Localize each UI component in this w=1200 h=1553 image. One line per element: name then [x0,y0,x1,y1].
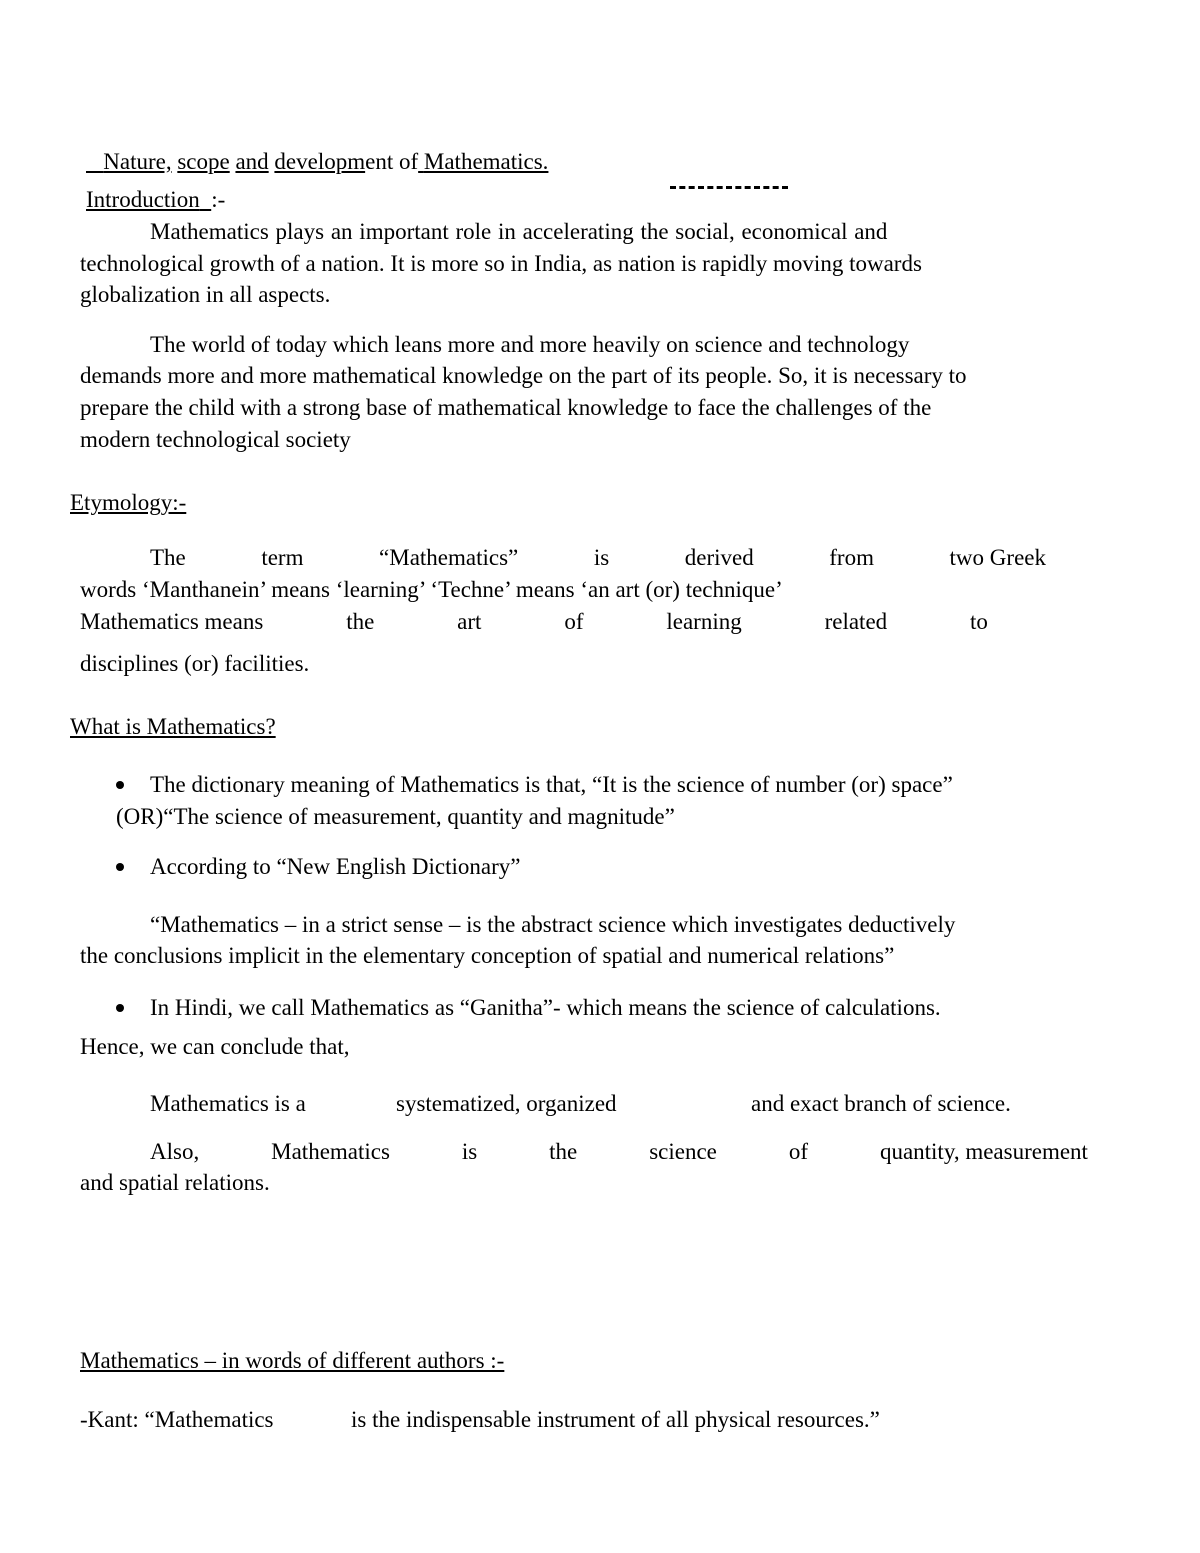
intro-p1-line3: globalization in all aspects. [80,282,331,307]
definition2-word: of [788,1139,808,1164]
quote-line1: “Mathematics – in a strict sense – is the abstract science which investigates deductively [150,912,956,937]
bullet1-line1: The dictionary meaning of Mathematics is that, “It is the science of number (or) space” [150,772,953,797]
dashed-rule [670,186,788,189]
definition2-word: the [549,1139,578,1164]
definition2-word: Mathematics [271,1139,390,1164]
title-word: scope [177,149,230,174]
etymology-heading: Etymology:- [70,490,187,515]
intro-p2-line2: demands more and more mathematical knowledge on the part of its people. So, it is necessary to [80,363,967,388]
bullet2: According to “New English Dictionary” [150,854,521,879]
definition2-word: science [649,1139,717,1164]
bullet3: In Hindi, we call Mathematics as “Ganitha”- which means the science of calculations. [150,995,941,1020]
etymology-word: “Mathematics” [379,545,519,570]
introduction-heading: Introduction :- [86,187,226,212]
bullet1-line2: (OR)“The science of measurement, quantity and magnitude” [116,804,675,829]
etymology-line1 [150,543,1046,573]
etymology-word: Mathematics means [80,609,264,634]
what-is-heading: What is Mathematics? [70,714,276,739]
bullet-dot [116,1004,124,1012]
title-word: ent of [365,149,419,174]
definition2-word: quantity, measurement [879,1139,1088,1164]
etymology-line2: words ‘Manthanein’ means ‘learning’ ‘Techne’ means ‘an art (or) technique’ [80,577,783,602]
etymology-word: the [346,609,375,634]
page-title [86,147,548,177]
definition1-part: systematized, organized [396,1091,617,1116]
definition1-part: Mathematics is a [150,1091,306,1116]
etymology-line4: disciplines (or) facilities. [80,651,310,676]
etymology-word: of [564,609,584,634]
title-word: Nature, [103,149,172,174]
intro-p1-line2: technological growth of a nation. It is more so in India, as nation is rapidly moving towards [80,251,922,276]
conclude-line: Hence, we can conclude that, [80,1034,350,1059]
etymology-word: The [150,545,186,570]
intro-p2-line4: modern technological society [80,427,351,452]
quote-line2: the conclusions implicit in the elementary conception of spatial and numerical relations” [80,943,895,968]
definition2-line1 [150,1137,1088,1167]
title-word: and [235,149,269,174]
title-word: Mathematics. [423,149,549,174]
definition2-line2: and spatial relations. [80,1170,270,1195]
kant-quote-start: -Kant: “Mathematics [80,1407,274,1432]
etymology-word: to [970,609,988,634]
etymology-word: two Greek [949,545,1046,570]
bullet-dot [116,863,124,871]
kant-quote-end: is the indispensable instrument of all physical resources.” [351,1407,880,1432]
authors-heading: Mathematics – in words of different authors :- [80,1348,505,1373]
bullet-dot [116,781,124,789]
etymology-line3 [80,607,988,637]
intro-p1-line1: Mathematics plays an important role in accelerating the social, economical and [150,219,888,244]
definition2-word: Also, [150,1139,200,1164]
title-word: developm [274,149,366,174]
etymology-word: derived [684,545,754,570]
etymology-word: is [593,545,610,570]
etymology-word: art [457,609,482,634]
intro-p2-line1: The world of today which leans more and more heavily on science and technology [150,332,910,357]
etymology-word: learning [666,609,742,634]
etymology-word: related [824,609,888,634]
definition2-word: is [461,1139,478,1164]
intro-p2-line3: prepare the child with a strong base of mathematical knowledge to face the challenges of the [80,395,932,420]
definition1-part: and exact branch of science. [751,1091,1011,1116]
etymology-word: term [261,545,304,570]
etymology-word: from [829,545,874,570]
